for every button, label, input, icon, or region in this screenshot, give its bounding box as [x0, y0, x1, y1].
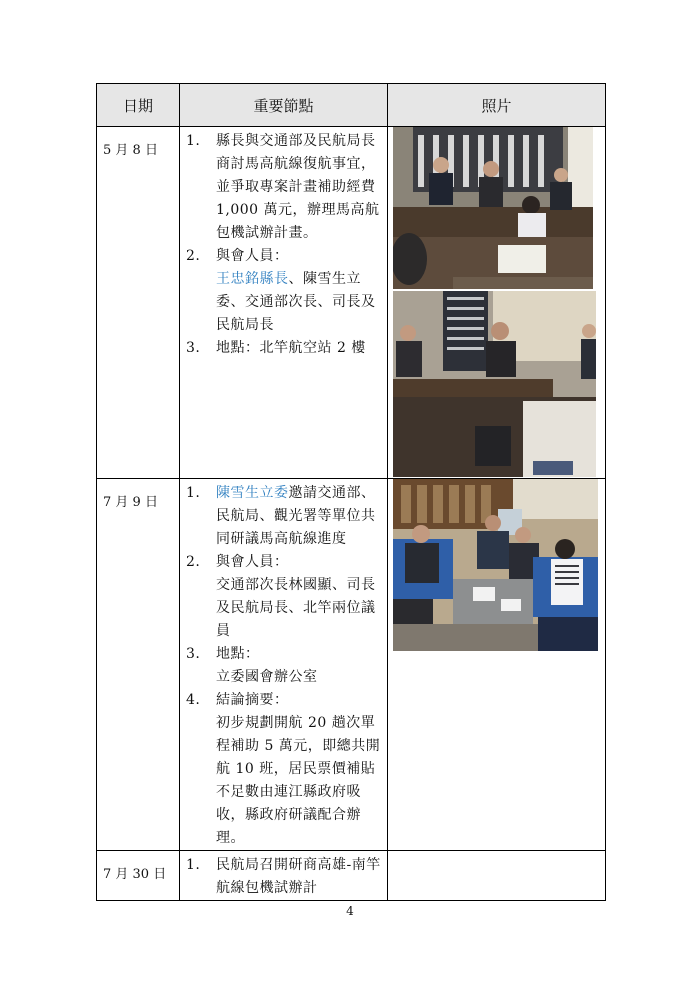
list-item: 3. 地點：北竿航空站 2 樓	[186, 340, 366, 356]
header-milestones: 重要節點	[180, 84, 388, 127]
list-item: 1. 陳雪生立委邀請交通部、民航局、觀光署等單位共同研議馬高航線進度	[186, 485, 376, 547]
row-date: 7 月 30 日	[103, 867, 167, 882]
milestone-list	[180, 479, 387, 850]
list-item: 1. 縣長與交通部及民航局長商討馬高航線復航事宜，並爭取專案計畫補助經費 1,000 萬元，辦理馬高航包機試辦計畫。	[186, 133, 380, 241]
list-item: 3. 地點： 立委國會辦公室	[186, 646, 318, 685]
meeting-photo-1	[393, 127, 593, 289]
header-date: 日期	[97, 84, 180, 127]
highlight-name: 王忠銘縣長	[216, 271, 289, 287]
table-row	[97, 479, 606, 851]
row-date: 5 月 8 日	[103, 143, 158, 158]
list-item: 2. 與會人員： 交通部次長林國顯、司長及民航局長、北竿兩位議員	[186, 554, 376, 639]
list-item: 4. 結論摘要： 初步規劃開航 20 趟次單程補助 5 萬元，即總共開航 10 班，居民票價補貼不足數由連江縣政府吸收，縣政府研議配合辦理。	[186, 692, 381, 846]
table-header-row	[97, 84, 606, 127]
meeting-photo-2	[393, 291, 596, 477]
list-item: 2. 與會人員： 王忠銘縣長、陳雪生立委、交通部次長、司長及民航局長	[186, 248, 376, 333]
header-photos: 照片	[388, 84, 606, 127]
page-number: 4	[346, 904, 354, 918]
list-item: 1. 民航局召開研商高雄-南竿航線包機試辦計	[186, 857, 381, 896]
table-row	[97, 127, 606, 479]
table-row	[97, 851, 606, 901]
schedule-table	[96, 83, 606, 901]
meeting-photo-3	[393, 479, 598, 651]
highlight-name: 陳雪生立委	[216, 485, 289, 501]
row-date: 7 月 9 日	[103, 495, 158, 510]
milestone-list	[180, 127, 387, 360]
milestone-list	[180, 851, 387, 900]
